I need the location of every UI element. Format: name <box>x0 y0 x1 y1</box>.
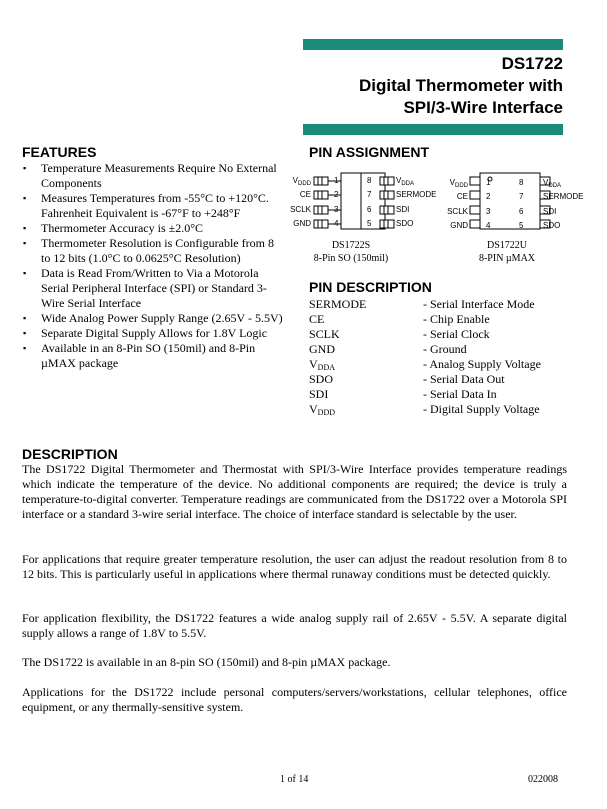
so-caption-2: 8-Pin SO (150mil) <box>313 253 389 264</box>
description-paragraph: For application flexibility, the DS1722 features a wide analog supply rail of 2.65V - 5.5V. A separate digital supply allows a range of 1.8V to 5.5V. <box>22 611 567 640</box>
umax-caption-2: 8-PIN µMAX <box>478 253 536 264</box>
description-heading: DESCRIPTION <box>22 446 118 462</box>
pin-label: SCLK <box>290 205 311 214</box>
pin-number: 2 <box>334 190 339 199</box>
pin-label: SERMODE <box>396 190 437 199</box>
pin-description-row: GND - Ground <box>309 342 467 356</box>
title-line-2: SPI/3-Wire Interface <box>403 98 563 117</box>
pin-number: 7 <box>367 190 372 199</box>
features-heading: FEATURES <box>22 144 97 160</box>
bullet-icon: ▪ <box>23 313 27 323</box>
feature-item: ▪ Data is Read From/Written to Via a Motorola Serial Peripheral Interface (SPI) or Standard 3-Wire Serial Interface <box>23 266 267 310</box>
pin-description-row: SDO - Serial Data Out <box>309 372 505 386</box>
description-paragraph: For applications that require greater temperature resolution, the user can adjust the readout resolution from 8 to 12 bits. This is particularly useful in applications where thermal runaway conditions must be detected quickly. <box>22 552 567 581</box>
pin-number: 8 <box>519 178 524 187</box>
pin-description-row: SERMODE - Serial Interface Mode <box>309 297 535 311</box>
pin-number: 7 <box>519 192 524 201</box>
pin-label: GND <box>293 219 311 228</box>
pin-description-table <box>309 297 569 417</box>
pin-number: 4 <box>334 219 339 228</box>
feature-item: ▪ Separate Digital Supply Allows for 1.8V Logic <box>23 326 268 340</box>
bullet-icon: ▪ <box>23 193 27 203</box>
page-number: 1 of 14 <box>280 774 309 785</box>
pin-number: 5 <box>367 219 372 228</box>
pin-number: 8 <box>367 176 372 185</box>
description-paragraph: The DS1722 Digital Thermometer and Thermostat with SPI/3-Wire Interface provides temperature readings which indicate the temperature of the device. No additional components are required; the device is truly a temperature-to-digital converter. Temperature readings are communicated from the DS1722 over a Motorola SPI interface or a standard 3-wire serial interface. The choice of interface standard is selectable by the user. <box>22 462 567 521</box>
feature-item: ▪ Temperature Measurements Require No External Components <box>23 161 277 190</box>
pin-number: 5 <box>519 221 524 230</box>
pin-label: SDI <box>543 207 557 216</box>
feature-item: ▪ Wide Analog Power Supply Range (2.65V - 5.5V) <box>23 311 283 325</box>
pin-label: SCLK <box>447 207 468 216</box>
pin-description-row: CE - Chip Enable <box>309 312 490 326</box>
so-caption-1: DS1722S <box>331 240 371 251</box>
umax-package-diagram <box>470 173 550 229</box>
title-line-1: Digital Thermometer with <box>358 76 563 95</box>
pin-label: SDO <box>543 221 561 230</box>
bullet-icon: ▪ <box>23 328 27 338</box>
pin-number: 6 <box>519 207 524 216</box>
features-list <box>22 161 284 371</box>
pin-description-heading: PIN DESCRIPTION <box>309 279 432 295</box>
pin-description-row: $V_{DDD}$ - Digital Supply Voltage <box>309 402 540 417</box>
pin-number: 4 <box>486 221 491 230</box>
pin-assignment-heading: PIN ASSIGNMENT <box>309 144 430 160</box>
pin-number: 2 <box>486 192 491 201</box>
feature-item: ▪ Thermometer Resolution is Configurable from 8 to 12 bits (1.0°C to 0.0625°C Resolution) <box>23 236 274 265</box>
pin-label: $V_{DDD}$ <box>292 176 311 187</box>
feature-item: ▪ Thermometer Accuracy is ±2.0°C <box>23 221 203 235</box>
description-paragraph: The DS1722 is available in an 8-pin SO (150mil) and 8-pin µMAX package. <box>22 655 391 669</box>
description-paragraph: Applications for the DS1722 include personal computers/servers/workstations, cellular telephones, office equipment, or any thermally-sensitive system. <box>22 685 567 714</box>
feature-item: ▪ Measures Temperatures from -55°C to +120°C. Fahrenheit Equivalent is -67°F to +248°F <box>23 191 269 220</box>
document-code: 022008 <box>528 774 558 785</box>
pin-number: 1 <box>486 178 491 187</box>
pin-label: SDO <box>396 219 414 228</box>
pin-number: 3 <box>334 205 339 214</box>
feature-item: ▪ Available in an 8-Pin SO (150mil) and 8-Pin µMAX package <box>23 341 256 370</box>
pin-description-row: SDI - Serial Data In <box>309 387 497 401</box>
header-top-bar <box>303 39 563 50</box>
bullet-icon: ▪ <box>23 163 27 173</box>
pin-label: CE <box>456 192 468 201</box>
pin-label: $V_{DDA}$ <box>396 176 415 187</box>
pin-number: 6 <box>367 205 372 214</box>
pin-label: CE <box>299 190 311 199</box>
pin-number: 1 <box>334 176 339 185</box>
umax-caption-1: DS1722U <box>486 240 527 251</box>
so-package-diagram <box>314 173 394 229</box>
bullet-icon: ▪ <box>23 238 27 248</box>
pin-label: $V_{DDA}$ <box>543 178 562 189</box>
bullet-icon: ▪ <box>23 223 27 233</box>
part-number: DS1722 <box>501 54 563 73</box>
header-bottom-bar <box>303 124 563 135</box>
pin-label: $V_{DDD}$ <box>449 178 468 189</box>
bullet-icon: ▪ <box>23 268 27 278</box>
pin-label: SERMODE <box>543 192 584 201</box>
pin-label: SDI <box>396 205 410 214</box>
pin-description-row: SCLK - Serial Clock <box>309 327 490 341</box>
pin-number: 3 <box>486 207 491 216</box>
bullet-icon: ▪ <box>23 343 27 353</box>
pin-label: GND <box>450 221 468 230</box>
pin-description-row: $V_{DDA}$ - Analog Supply Voltage <box>309 357 541 372</box>
